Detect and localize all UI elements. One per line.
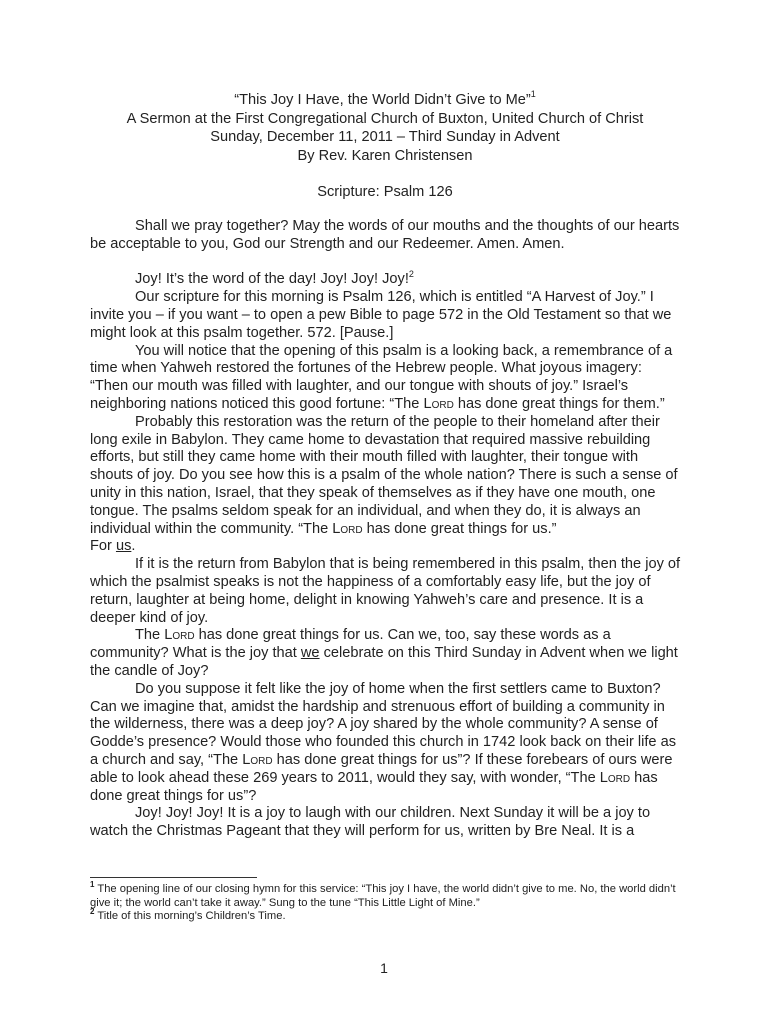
paragraph-restoration: Probably this restoration was the return of the people to their homeland after their long exile in Babylon. They came home to devastation that required massive rebuilding efforts, but still they came home with their mouth filled with laughter, their tongue with shouts of joy. Do you see how this is a psalm of the whole nation? There is such a sense of unity in this nation, Israel, that they speak of themselves as if they have one mouth, one tongue. The psalms seldom speak for an individual, and when they do, it is always an individual within the community. “The Lord has done great things for us.” (90, 413, 678, 537)
sermon-body (90, 218, 682, 841)
footnotes (90, 880, 682, 924)
paragraph-prayer: Shall we pray together? May the words of our mouths and the thoughts of our hearts be acceptable to you, God our Strength and our Redeemer. Amen. Amen. (90, 218, 680, 252)
footnote-ref-2: 2 (408, 268, 414, 279)
sermon-author: By Rev. Karen Christensen (297, 147, 473, 164)
paragraph-remembrance: You will notice that the opening of this psalm is a looking back, a remembrance of a time when Yahweh restored the fortunes of the Hebrew people. What joyous imagery: “Then our mouth was filled with laughter, and our tongue with shouts of joy.” Israel’s neighboring nations noticed this good fortune: “The Lord has done great things for them.” (90, 342, 673, 412)
sermon-venue: A Sermon at the First Congregational Church of Buxton, United Church of Christ (126, 110, 644, 127)
paragraph-community: The Lord has done great things for us. Can we, too, say these words as a community? What is the joy that we celebrate on this Third Sunday in Advent when we light the candle of Joy? (90, 627, 678, 679)
sermon-title: “This Joy I Have, the World Didn’t Give to Me”$^1$ (234, 89, 536, 108)
paragraph-for-us: For us. (90, 538, 136, 555)
footnote-2: $^2$ Title of this morning’s Children’s Time. (90, 907, 286, 923)
sermon-date: Sunday, December 11, 2011 – Third Sunday in Advent (210, 129, 560, 145)
footnote-ref-1: 1 (530, 89, 536, 100)
scripture-reference: Scripture: Psalm 126 (317, 184, 453, 200)
paragraph-scripture-intro: Our scripture for this morning is Psalm 126, which is entitled “A Harvest of Joy.” I invite you – if you want – to open a pew Bible to page 572 in the Old Testament so that we might look at this psalm together. 572. [Pause.] (90, 289, 672, 341)
paragraph-children: Joy! Joy! Joy! It is a joy to laugh with our children. Next Sunday it will be a joy to watch the Christmas Pageant that they will perform for us, written by Bre Neal. It is a (90, 805, 651, 840)
footnote-divider (90, 877, 257, 878)
sermon-header (90, 91, 680, 202)
paragraph-buxton: Do you suppose it felt like the joy of home when the first settlers came to Buxton? Can we imagine that, amidst the hardship and strenuous effort of building a community in the wilderness, there was a deep joy? A joy shared by the whole community? A sense of Godde’s presence? Would those who founded this church in 1742 look back on their life as a church and say, “The Lord has done great things for us”? If these forebears of ours were able to look ahead these 269 years to 2011, would they say, with wonder, “The Lord has done great things for us”? (90, 680, 677, 804)
paragraph-joy: Joy! It’s the word of the day! Joy! Joy! Joy!$^2$ (135, 268, 414, 288)
page-number: 1 (380, 960, 388, 976)
footnote-1: $^1$ The opening line of our closing hymn for this service: “This joy I have, the world didn’t give to me. No, the world didn’t give it; the world can’t take it away.” Sung to the tune “This Little Light of Mine.” (90, 880, 676, 909)
paragraph-return: If it is the return from Babylon that is being remembered in this psalm, then the joy of which the psalmist speaks is not the happiness of a comfortably easy life, but the joy of return, laughter at being home, delight in knowing Yahweh’s care and presence. It is a deeper kind of joy. (90, 556, 681, 626)
